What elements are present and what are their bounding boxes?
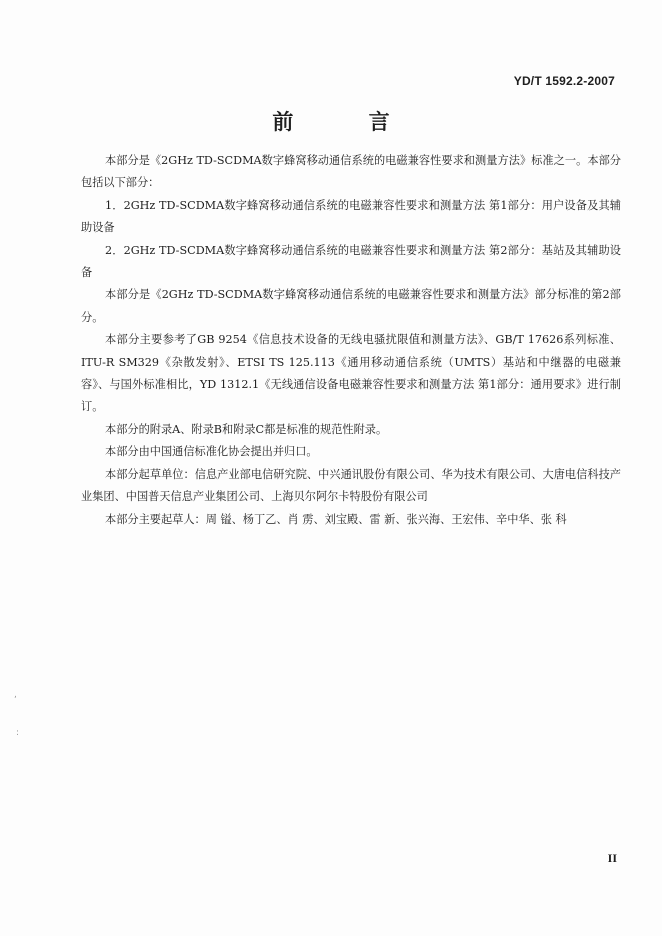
paragraph: 本部分的附录A、附录B和附录C都是标准的规范性附录。	[105, 422, 388, 436]
paragraph: 1．2GHz TD-SCDMA数字蜂窝移动通信系统的电磁兼容性要求和测量方法 第1部分：用户设备及其辅助设备	[81, 198, 621, 235]
page-title: 前 言	[272, 109, 424, 134]
paragraph: 2．2GHz TD-SCDMA数字蜂窝移动通信系统的电磁兼容性要求和测量方法 第2部分：基站及其辅助设备	[81, 243, 621, 280]
standard-code: YD/T 1592.2-2007	[513, 74, 615, 88]
drafters-line: 本部分主要起草人：周 镒、杨丁乙、肖 雳、刘宝殿、雷 新、张兴海、王宏伟、辛中华、张 科	[105, 512, 567, 526]
paragraph: 本部分是《2GHz TD-SCDMA数字蜂窝移动通信系统的电磁兼容性要求和测量方法》标准之一。本部分包括以下部分：	[81, 154, 621, 190]
paragraph: 本部分由中国通信标准化协会提出并归口。	[105, 445, 318, 459]
paragraph: 本部分起草单位：信息产业部电信研究院、中兴通讯股份有限公司、华为技术有限公司、大唐电信科技产业集团、中国普天信息产业集团公司、上海贝尔阿尔卡特股份有限公司	[81, 467, 621, 504]
foreword-body	[81, 150, 621, 531]
page-number: II	[607, 851, 617, 865]
paragraph: 本部分是《2GHz TD-SCDMA数字蜂窝移动通信系统的电磁兼容性要求和测量方法》部分标准的第2部分。	[81, 288, 621, 324]
scan-mark: :	[16, 728, 20, 738]
scan-mark: ,	[14, 690, 17, 700]
paragraph: 本部分主要参考了GB 9254《信息技术设备的无线电骚扰限值和测量方法》、GB/T 17626系列标准、ITU-R SM329《杂散发射》、ETSI TS 125.113《通用移动通信系统（UMTS）基站和中继器的电磁兼容》、与国外标准相比，YD 1312.1《无线通信设备电磁兼容性要求和测量方法 第1部分：通用要求》进行制订。	[81, 333, 621, 414]
